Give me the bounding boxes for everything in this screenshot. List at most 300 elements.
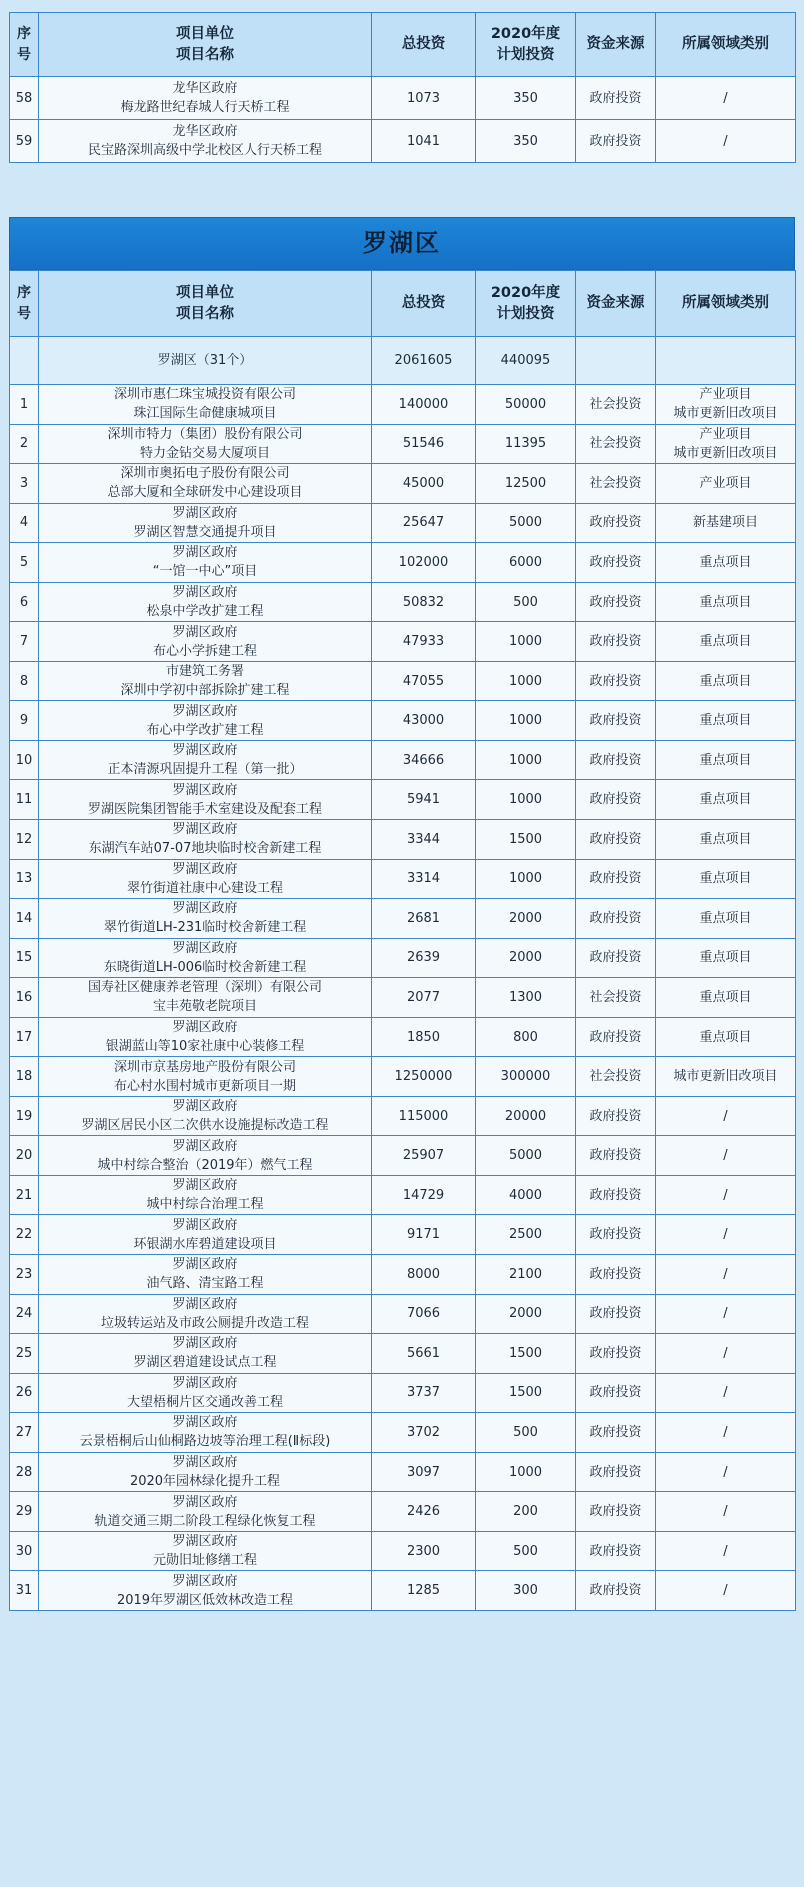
col-seq: 序号 (10, 271, 39, 337)
row-unit: 罗湖区政府 (172, 1138, 238, 1154)
row-plan: 800 (476, 1017, 576, 1057)
row-unit-name (39, 543, 372, 583)
row-category-line: 重点项目 (699, 634, 752, 650)
row-source: 政府投资 (576, 1571, 656, 1611)
col-seq: 序号 (10, 13, 39, 77)
row-total: 3314 (372, 859, 476, 899)
table-row (10, 1334, 796, 1374)
row-total: 102000 (372, 543, 476, 583)
row-source: 政府投资 (576, 120, 656, 163)
row-seq: 8 (10, 661, 39, 701)
row-unit: 罗湖区政府 (172, 545, 238, 561)
row-category-line: / (723, 1266, 728, 1282)
row-unit: 罗湖区政府 (172, 782, 238, 798)
row-unit: 罗湖区政府 (172, 1415, 238, 1431)
row-unit-name (39, 938, 372, 978)
row-source: 政府投资 (576, 1334, 656, 1374)
row-unit: 罗湖区政府 (172, 940, 238, 956)
row-category (656, 1531, 796, 1571)
table-row (10, 1452, 796, 1492)
row-seq: 3 (10, 464, 39, 504)
summary-row (10, 337, 796, 385)
row-source: 政府投资 (576, 1096, 656, 1136)
row-category-line: 重点项目 (699, 1029, 752, 1045)
row-unit: 罗湖区政府 (172, 1494, 238, 1510)
row-unit-name (39, 740, 372, 780)
row-seq: 10 (10, 740, 39, 780)
row-project-name: 罗湖医院集团智能手术室建设及配套工程 (87, 801, 322, 817)
row-category (656, 1215, 796, 1255)
row-unit-name (39, 1294, 372, 1334)
row-category-line: / (723, 1424, 728, 1440)
row-category (656, 424, 796, 464)
row-unit: 罗湖区政府 (172, 1099, 238, 1115)
col-source: 资金来源 (576, 271, 656, 337)
row-seq: 28 (10, 1452, 39, 1492)
row-unit-name (39, 77, 372, 120)
row-total: 3737 (372, 1373, 476, 1413)
row-unit-name (39, 1452, 372, 1492)
header-row (10, 13, 796, 77)
row-source: 政府投资 (576, 1452, 656, 1492)
row-category-line: / (723, 1385, 728, 1401)
row-unit: 罗湖区政府 (172, 505, 238, 521)
row-unit-name (39, 1215, 372, 1255)
row-category (656, 503, 796, 543)
row-category-line: 重点项目 (699, 792, 752, 808)
row-total: 1850 (372, 1017, 476, 1057)
row-project-name: 深圳中学初中部拆除扩建工程 (120, 683, 290, 699)
row-category-line: / (723, 1543, 728, 1559)
row-category (656, 1096, 796, 1136)
row-total: 1041 (372, 120, 476, 163)
row-unit-name (39, 120, 372, 163)
table-row (10, 1175, 796, 1215)
row-category (656, 1057, 796, 1097)
table-row (10, 424, 796, 464)
row-source: 社会投资 (576, 978, 656, 1018)
row-unit: 罗湖区政府 (172, 1455, 238, 1471)
table-row (10, 77, 796, 120)
row-unit: 罗湖区政府 (172, 624, 238, 640)
row-category-line: 重点项目 (699, 673, 752, 689)
row-category-line: / (723, 1108, 728, 1124)
row-total: 2300 (372, 1531, 476, 1571)
row-source: 政府投资 (576, 740, 656, 780)
row-unit-name (39, 820, 372, 860)
row-seq: 6 (10, 582, 39, 622)
row-category-line: 重点项目 (699, 831, 752, 847)
row-category (656, 740, 796, 780)
row-source: 政府投资 (576, 1492, 656, 1532)
row-total: 3097 (372, 1452, 476, 1492)
row-source: 政府投资 (576, 1215, 656, 1255)
row-project-name: 正本清源巩固提升工程（第一批） (107, 762, 303, 778)
row-plan: 500 (476, 1413, 576, 1453)
row-seq: 4 (10, 503, 39, 543)
table-row (10, 701, 796, 741)
row-unit: 深圳市特力（集团）股份有限公司 (107, 426, 303, 442)
row-plan: 1000 (476, 1452, 576, 1492)
header-row (10, 271, 796, 337)
table-row (10, 978, 796, 1018)
row-seq: 2 (10, 424, 39, 464)
table-row (10, 1017, 796, 1057)
row-project-name: 民宝路深圳高级中学北校区人行天桥工程 (87, 143, 322, 158)
row-source: 政府投资 (576, 938, 656, 978)
row-unit-name (39, 385, 372, 425)
row-unit: 罗湖区政府 (172, 585, 238, 600)
row-plan: 200 (476, 1492, 576, 1532)
row-category-line: 重点项目 (699, 910, 752, 926)
row-project-name: 2019年罗湖区低效林改造工程 (116, 1592, 294, 1608)
district-title: 罗湖区 (9, 217, 795, 270)
row-plan: 11395 (476, 424, 576, 464)
row-project-name: 垃圾转运站及市政公厕提升改造工程 (100, 1315, 309, 1331)
row-plan: 350 (476, 120, 576, 163)
row-total: 43000 (372, 701, 476, 741)
row-total: 3344 (372, 820, 476, 860)
table-row (10, 820, 796, 860)
row-category (656, 1017, 796, 1057)
row-source: 社会投资 (576, 464, 656, 504)
row-source: 政府投资 (576, 899, 656, 939)
row-total: 7066 (372, 1294, 476, 1334)
row-seq: 58 (10, 77, 39, 120)
table-row (10, 1255, 796, 1295)
row-plan: 4000 (476, 1175, 576, 1215)
row-plan: 2000 (476, 899, 576, 939)
summary-source (576, 337, 656, 385)
row-project-name: 总部大厦和全球研发中心建设项目 (107, 485, 303, 501)
row-unit-name (39, 780, 372, 820)
row-plan: 1000 (476, 661, 576, 701)
continuation-table (9, 12, 796, 163)
row-category (656, 859, 796, 899)
row-total: 45000 (372, 464, 476, 504)
row-source: 社会投资 (576, 1057, 656, 1097)
row-total: 25907 (372, 1136, 476, 1176)
table-row (10, 1136, 796, 1176)
row-source: 政府投资 (576, 1294, 656, 1334)
row-total: 1250000 (372, 1057, 476, 1097)
row-plan: 1000 (476, 780, 576, 820)
row-category-line: 重点项目 (699, 950, 752, 966)
table-row (10, 1531, 796, 1571)
row-total: 51546 (372, 424, 476, 464)
row-total: 3702 (372, 1413, 476, 1453)
row-unit-name (39, 1017, 372, 1057)
row-plan: 20000 (476, 1096, 576, 1136)
row-project-name: 元勋旧址修缮工程 (152, 1553, 257, 1569)
row-unit: 罗湖区政府 (172, 861, 238, 877)
row-unit-name (39, 622, 372, 662)
row-plan: 1000 (476, 622, 576, 662)
row-source: 政府投资 (576, 543, 656, 583)
row-category (656, 1413, 796, 1453)
row-category-line: 城市更新旧改项目 (673, 1069, 778, 1085)
row-category (656, 1492, 796, 1532)
row-project-name: “一馆一中心”项目 (152, 564, 258, 580)
row-unit-name (39, 1531, 372, 1571)
col-total: 总投资 (372, 13, 476, 77)
col-plan: 2020年度 计划投资 (476, 13, 576, 77)
row-seq: 9 (10, 701, 39, 741)
row-seq: 23 (10, 1255, 39, 1295)
row-unit: 国寿社区健康养老管理（深圳）有限公司 (87, 980, 322, 996)
row-source: 政府投资 (576, 77, 656, 120)
row-total: 2639 (372, 938, 476, 978)
row-source: 政府投资 (576, 780, 656, 820)
row-unit: 罗湖区政府 (172, 822, 238, 838)
row-plan: 2100 (476, 1255, 576, 1295)
table-row (10, 622, 796, 662)
row-unit: 龙华区政府 (172, 124, 238, 139)
row-plan: 1500 (476, 1334, 576, 1374)
row-plan: 2500 (476, 1215, 576, 1255)
row-unit: 罗湖区政府 (172, 1375, 238, 1391)
row-unit-name (39, 1096, 372, 1136)
row-unit-name (39, 582, 372, 622)
row-source: 社会投资 (576, 424, 656, 464)
row-category (656, 1136, 796, 1176)
row-category-line: 新基建项目 (692, 515, 758, 531)
row-total: 5941 (372, 780, 476, 820)
table-row (10, 120, 796, 163)
row-category (656, 622, 796, 662)
row-source: 政府投资 (576, 622, 656, 662)
row-unit: 龙华区政府 (172, 81, 238, 96)
table-row (10, 938, 796, 978)
row-category-line: / (723, 1187, 728, 1203)
row-unit-name (39, 424, 372, 464)
row-project-name: 松泉中学改扩建工程 (146, 604, 264, 619)
row-project-name: 油气路、清宝路工程 (146, 1276, 264, 1292)
row-plan: 1000 (476, 701, 576, 741)
row-unit-name (39, 1175, 372, 1215)
row-total: 115000 (372, 1096, 476, 1136)
summary-category (656, 337, 796, 385)
row-plan: 1300 (476, 978, 576, 1018)
row-category-line: 城市更新旧改项目 (673, 406, 778, 422)
row-category (656, 899, 796, 939)
row-unit: 罗湖区政府 (172, 1534, 238, 1550)
row-project-name: 宝丰苑敬老院项目 (152, 999, 257, 1015)
row-project-name: 珠江国际生命健康城项目 (133, 406, 277, 422)
row-seq: 16 (10, 978, 39, 1018)
row-seq: 24 (10, 1294, 39, 1334)
summary-total: 2061605 (372, 337, 476, 385)
row-unit: 罗湖区政府 (172, 901, 238, 917)
row-total: 9171 (372, 1215, 476, 1255)
row-source: 政府投资 (576, 859, 656, 899)
row-plan: 5000 (476, 503, 576, 543)
row-source: 政府投资 (576, 582, 656, 622)
row-source: 政府投资 (576, 1531, 656, 1571)
table-row (10, 740, 796, 780)
row-unit: 罗湖区政府 (172, 1217, 238, 1233)
row-project-name: 城中村综合整治（2019年）燃气工程 (97, 1157, 313, 1173)
row-category-line: 重点项目 (699, 713, 752, 729)
table-row (10, 1571, 796, 1611)
row-plan: 12500 (476, 464, 576, 504)
row-total: 8000 (372, 1255, 476, 1295)
row-category (656, 701, 796, 741)
row-source: 政府投资 (576, 820, 656, 860)
row-category-line: 重点项目 (699, 554, 752, 570)
row-category-line: / (723, 1504, 728, 1520)
row-category (656, 978, 796, 1018)
row-category-line: 产业项目 (699, 475, 752, 491)
row-category-line: / (723, 133, 728, 149)
row-category-line: 产业项目 (699, 387, 752, 403)
row-seq: 59 (10, 120, 39, 163)
row-source: 社会投资 (576, 385, 656, 425)
row-unit: 罗湖区政府 (172, 1336, 238, 1352)
row-plan: 2000 (476, 1294, 576, 1334)
row-project-name: 翠竹街道LH-231临时校舍新建工程 (103, 920, 307, 936)
row-seq: 5 (10, 543, 39, 583)
row-total: 2426 (372, 1492, 476, 1532)
row-category (656, 543, 796, 583)
row-plan: 6000 (476, 543, 576, 583)
row-total: 25647 (372, 503, 476, 543)
row-category (656, 385, 796, 425)
table-row (10, 859, 796, 899)
row-category (656, 582, 796, 622)
row-unit-name (39, 701, 372, 741)
row-unit-name (39, 859, 372, 899)
row-project-name: 布心小学拆建工程 (152, 643, 257, 659)
row-total: 50832 (372, 582, 476, 622)
row-unit-name (39, 503, 372, 543)
row-category (656, 1452, 796, 1492)
row-category-line: / (723, 1227, 728, 1243)
row-total: 5661 (372, 1334, 476, 1374)
row-unit: 深圳市京基房地产股份有限公司 (113, 1059, 296, 1075)
row-category (656, 1334, 796, 1374)
row-seq: 15 (10, 938, 39, 978)
row-category (656, 1175, 796, 1215)
row-seq: 1 (10, 385, 39, 425)
row-seq: 22 (10, 1215, 39, 1255)
row-unit: 罗湖区政府 (172, 1257, 238, 1273)
col-unit-name: 项目单位 项目名称 (39, 271, 372, 337)
summary-seq (10, 337, 39, 385)
row-plan: 1000 (476, 859, 576, 899)
row-project-name: 大望梧桐片区交通改善工程 (126, 1394, 283, 1410)
row-project-name: 翠竹街道社康中心建设工程 (126, 880, 283, 896)
row-plan: 5000 (476, 1136, 576, 1176)
row-category (656, 464, 796, 504)
row-project-name: 东湖汽车站07-07地块临时校舍新建工程 (88, 841, 322, 857)
row-total: 1073 (372, 77, 476, 120)
table-row (10, 1096, 796, 1136)
row-project-name: 环银湖水库碧道建设项目 (133, 1236, 277, 1252)
row-category (656, 77, 796, 120)
row-seq: 31 (10, 1571, 39, 1611)
row-unit-name (39, 1413, 372, 1453)
row-plan: 500 (476, 582, 576, 622)
row-category (656, 1571, 796, 1611)
row-project-name: 云景梧桐后山仙桐路边坡等治理工程(Ⅱ标段) (79, 1434, 331, 1450)
row-category-line: 城市更新旧改项目 (673, 445, 778, 461)
row-plan: 500 (476, 1531, 576, 1571)
row-unit: 罗湖区政府 (172, 1296, 238, 1312)
row-total: 14729 (372, 1175, 476, 1215)
row-seq: 11 (10, 780, 39, 820)
row-category (656, 661, 796, 701)
row-seq: 13 (10, 859, 39, 899)
row-plan: 1500 (476, 820, 576, 860)
row-project-name: 2020年园林绿化提升工程 (129, 1474, 281, 1490)
row-total: 2077 (372, 978, 476, 1018)
row-category-line: 重点项目 (699, 594, 752, 610)
row-unit: 市建筑工务署 (165, 664, 244, 680)
row-category-line: / (723, 90, 728, 106)
row-seq: 20 (10, 1136, 39, 1176)
row-category (656, 820, 796, 860)
row-total: 2681 (372, 899, 476, 939)
row-plan: 2000 (476, 938, 576, 978)
row-category (656, 1294, 796, 1334)
row-project-name: 轨道交通三期二阶段工程绿化恢复工程 (94, 1513, 316, 1529)
table-row (10, 661, 796, 701)
row-unit: 罗湖区政府 (172, 743, 238, 759)
row-category-line: 重点项目 (699, 752, 752, 768)
row-project-name: 罗湖区智慧交通提升项目 (133, 524, 277, 540)
table-row (10, 1373, 796, 1413)
table-row (10, 899, 796, 939)
row-seq: 26 (10, 1373, 39, 1413)
row-unit: 罗湖区政府 (172, 1573, 238, 1589)
row-category-line: / (723, 1583, 728, 1599)
row-seq: 18 (10, 1057, 39, 1097)
row-unit: 罗湖区政府 (172, 1178, 238, 1194)
col-category: 所属领域类别 (656, 271, 796, 337)
row-category-line: 重点项目 (699, 871, 752, 887)
row-project-name: 布心村水围村城市更新项目一期 (113, 1078, 296, 1094)
row-unit-name (39, 661, 372, 701)
summary-plan: 440095 (476, 337, 576, 385)
row-unit-name (39, 978, 372, 1018)
row-unit: 深圳市奥拓电子股份有限公司 (120, 466, 290, 482)
row-total: 47933 (372, 622, 476, 662)
row-unit: 罗湖区政府 (172, 703, 238, 719)
row-source: 政府投资 (576, 1373, 656, 1413)
row-seq: 7 (10, 622, 39, 662)
row-source: 政府投资 (576, 701, 656, 741)
row-source: 政府投资 (576, 1413, 656, 1453)
table-row (10, 543, 796, 583)
col-category: 所属领域类别 (656, 13, 796, 77)
row-seq: 14 (10, 899, 39, 939)
row-unit-name (39, 1373, 372, 1413)
row-category-line: / (723, 1306, 728, 1322)
row-category (656, 780, 796, 820)
row-plan: 350 (476, 77, 576, 120)
row-project-name: 特力金钻交易大厦项目 (139, 445, 270, 461)
table-row (10, 780, 796, 820)
row-plan: 300000 (476, 1057, 576, 1097)
row-project-name: 梅龙路世纪春城人行天桥工程 (120, 100, 290, 115)
table-row (10, 582, 796, 622)
table-row (10, 1215, 796, 1255)
row-unit: 罗湖区政府 (172, 1020, 238, 1036)
row-unit-name (39, 899, 372, 939)
row-project-name: 银湖蓝山等10家社康中心装修工程 (105, 1039, 305, 1055)
row-unit-name (39, 1334, 372, 1374)
